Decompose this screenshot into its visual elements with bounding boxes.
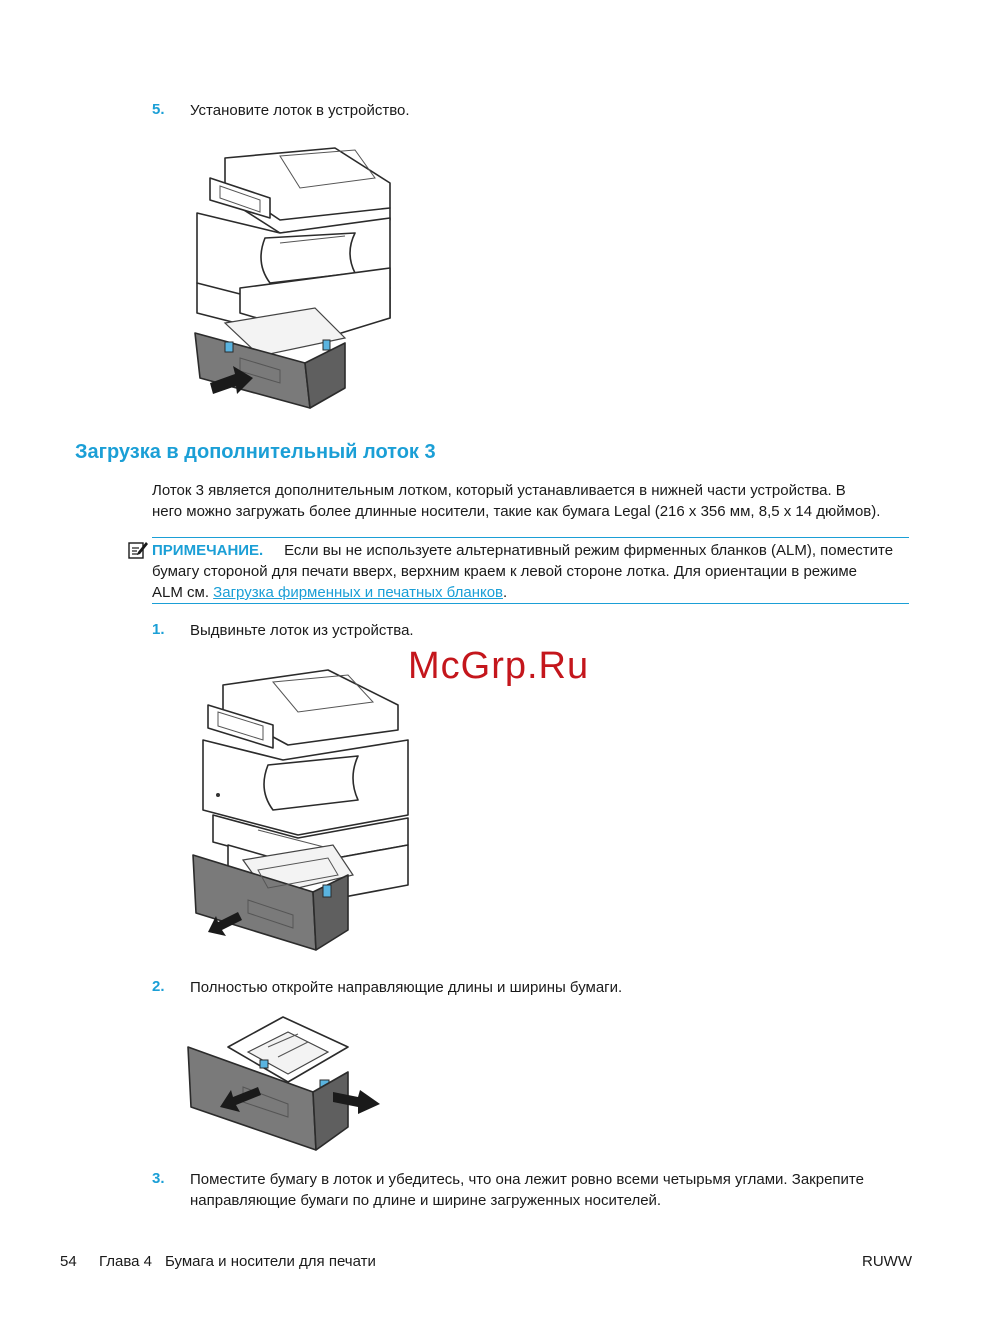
- intro-line-1: Лоток 3 является дополнительным лотком, который устанавливается в нижней части устройства. В: [152, 482, 846, 499]
- note-pencil-icon: [128, 540, 148, 560]
- pull-tray-illustration: [188, 660, 418, 955]
- step-2-text: Полностью откройте направляющие длины и ширины бумаги.: [190, 979, 623, 996]
- intro-line-2: него можно загружать более длинные носители, такие как бумага Legal (216 x 356 мм, 8,5 x 14 дюймов).: [152, 503, 881, 520]
- section-heading: Загрузка в дополнительный лоток 3: [75, 441, 436, 463]
- step-3-text-line-2: направляющие бумаги по длине и ширине загруженных носителей.: [190, 1192, 662, 1209]
- note-line-3: [152, 582, 507, 603]
- install-tray-illustration: [185, 138, 415, 413]
- step-5-text: Установите лоток в устройство.: [190, 102, 410, 119]
- note-line-2: бумагу стороной для печати вверх, верхним краем к левой стороне лотка. Для ориентации в режиме: [152, 563, 858, 580]
- note-top-rule: [152, 537, 909, 538]
- step-3-number: 3.: [152, 1170, 165, 1187]
- step-1-number: 1.: [152, 621, 165, 638]
- footer-code: RUWW: [862, 1253, 912, 1270]
- note-line-3-suffix: .: [503, 584, 508, 601]
- page-number: 54: [60, 1253, 77, 1270]
- note-text-1: Если вы не используете альтернативный режим фирменных бланков (ALM), поместите: [284, 542, 894, 559]
- footer-chapter: Глава 4: [99, 1253, 153, 1270]
- note-bottom-rule: [152, 603, 909, 604]
- footer-chapter-title: Бумага и носители для печати: [165, 1253, 376, 1270]
- note-line-1: [152, 540, 912, 561]
- note-line-3-prefix: ALM см.: [152, 584, 214, 601]
- watermark: McGrp.Ru: [408, 645, 590, 687]
- step-5-number: 5.: [152, 101, 165, 118]
- open-guides-illustration: [188, 1012, 383, 1152]
- step-1-text: Выдвиньте лоток из устройства.: [190, 622, 414, 639]
- step-2-number: 2.: [152, 978, 165, 995]
- letterhead-link[interactable]: Загрузка фирменных и печатных бланков: [213, 584, 504, 601]
- step-3-text-line-1: Поместите бумагу в лоток и убедитесь, что она лежит ровно всеми четырьмя углами. Закрепите: [190, 1171, 864, 1188]
- note-label: ПРИМЕЧАНИЕ.: [152, 542, 264, 559]
